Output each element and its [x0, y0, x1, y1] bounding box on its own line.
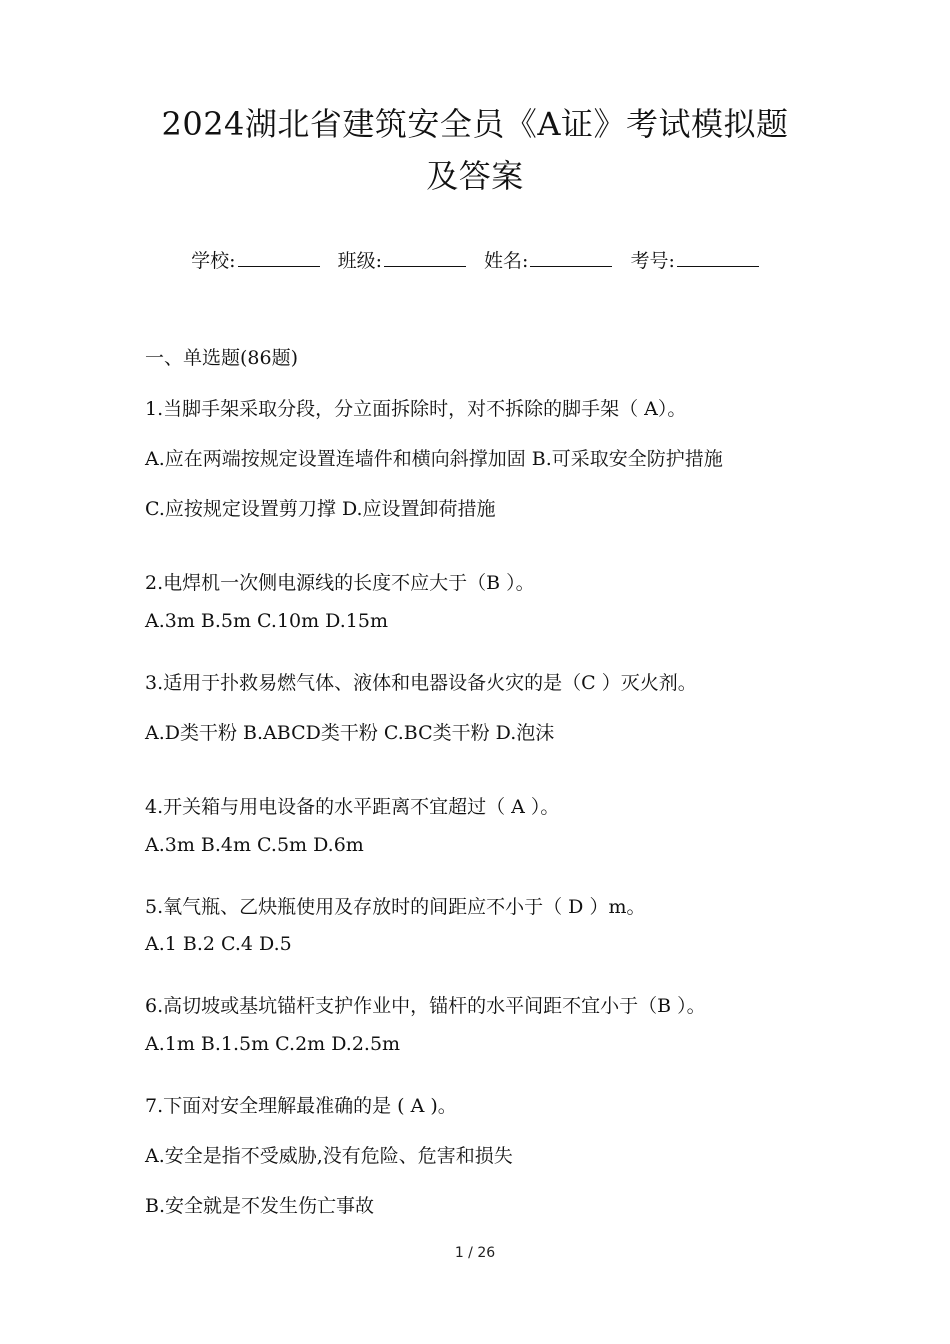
question-stem: 1.当脚手架采取分段，分立面拆除时，对不拆除的脚手架（ A）。 [145, 398, 687, 420]
question-options: C.应按规定设置剪刀撑 D.应设置卸荷措施 [145, 498, 496, 520]
page-number: 1 / 26 [454, 1245, 496, 1261]
class-label: 班级: [337, 250, 382, 272]
question-stem: 2.电焊机一次侧电源线的长度不应大于（B ）。 [145, 572, 535, 594]
question-options: A.应在两端按规定设置连墙件和横向斜撑加固 B.可采取安全防护措施 [145, 448, 723, 470]
question-options: A.1 B.2 C.4 D.5 [145, 933, 292, 955]
name-blank [530, 248, 612, 267]
question-options: A.3m B.4m C.5m D.6m [145, 834, 364, 856]
exam-number-label: 考号: [630, 250, 675, 272]
question-stem: 5.氧气瓶、乙炔瓶使用及存放时的间距应不小于（ D ）m。 [145, 896, 646, 918]
exam-number-blank [677, 248, 759, 267]
name-label: 姓名: [484, 250, 529, 272]
section-heading: 一、单选题(86题) [145, 347, 299, 369]
class-field [338, 250, 466, 272]
question-options: B.安全就是不发生伤亡事故 [145, 1195, 375, 1217]
document-title-line-1: 2024湖北省建筑安全员《A证》考试模拟题 [161, 105, 789, 143]
question-stem: 4.开关箱与用电设备的水平距离不宜超过（ A ）。 [145, 796, 560, 818]
document-title-line-2: 及答案 [426, 157, 524, 195]
school-blank [238, 248, 320, 267]
name-field [484, 250, 612, 272]
question-stem: 7.下面对安全理解最准确的是 ( A )。 [145, 1095, 457, 1117]
question-options: A.D类干粉 B.ABCD类干粉 C.BC类干粉 D.泡沫 [145, 722, 555, 744]
question-options: A.3m B.5m C.10m D.15m [145, 610, 388, 632]
student-info-row [80, 246, 870, 273]
class-blank [384, 248, 466, 267]
question-stem: 3.适用于扑救易燃气体、液体和电器设备火灾的是（C ）灭火剂。 [145, 672, 697, 694]
school-label: 学校: [191, 250, 236, 272]
question-stem: 6.高切坡或基坑锚杆支护作业中，锚杆的水平间距不宜小于（B ）。 [145, 995, 706, 1017]
exam-number-field [630, 250, 758, 272]
school-field [191, 250, 319, 272]
question-options: A.安全是指不受威胁,没有危险、危害和损失 [145, 1145, 513, 1167]
question-options: A.1m B.1.5m C.2m D.2.5m [145, 1033, 401, 1055]
